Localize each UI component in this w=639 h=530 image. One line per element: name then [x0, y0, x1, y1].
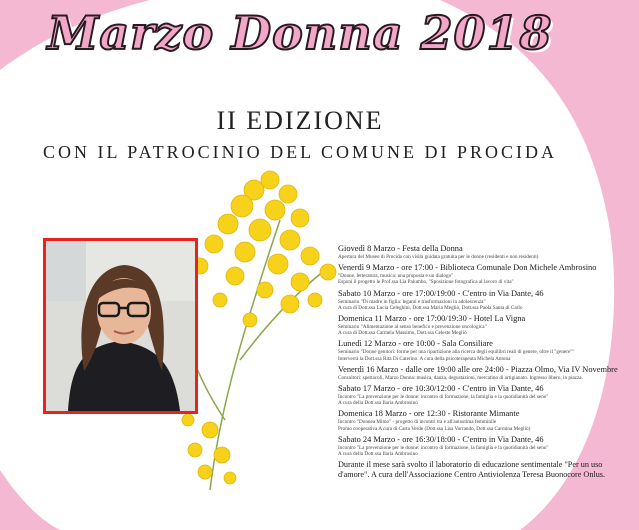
- footer-note: Durante il mese sarà svolto il laboratorio di educazione sentimentale "Per un uso: [338, 460, 603, 470]
- program-item-desc: Promo cooperativa A cura di Carta Verde (Dott.ssa Lisa Vorrando, Dott.ssa Carmina Megliò): [338, 425, 531, 432]
- program-item-desc: Incontro "Donnea Mimo" - progetto di incontri tra e all'autostima femminile: [338, 419, 497, 426]
- event-title: Marzo Donna 2018: [47, 6, 553, 60]
- program-item: [338, 435, 634, 457]
- event-program: [338, 244, 634, 480]
- program-item: [338, 365, 634, 381]
- program-item: [338, 263, 634, 285]
- footer-note: d'amore". A cura dell'Associazione Centro Antiviolenza Teresa Buonocore Onlus.: [338, 470, 606, 480]
- program-item: [338, 244, 634, 260]
- woman-portrait-image: [46, 241, 195, 411]
- program-item-desc: A cura di Dott.ssa Lucia Celeghini, Dott.ssa Maria Megliò, Dott.ssa Paola Santa di Carlo: [338, 304, 523, 311]
- program-item-desc: Seminario "Di madre in figlia: legami e trasformazioni in adolescenza": [338, 298, 486, 305]
- program-item-title: Venerdì 9 Marzo - ore 17:00 - Biblioteca Comunale Don Michele Ambrosino: [338, 263, 597, 273]
- edition-label: II EDIZIONE: [216, 106, 384, 135]
- program-item-title: Sabato 10 Marzo - ore 17:00/19:00 - C'entro in Via Dante, 46: [338, 288, 544, 298]
- program-item: [338, 289, 634, 311]
- patronage-label: CON IL PATROCINIO DEL COMUNE DI PROCIDA: [42, 142, 557, 162]
- program-item-title: Sabato 17 Marzo - ore 10:30/12:00 - C'entro in Via Dante, 46: [338, 384, 544, 394]
- program-item-desc: Interverrà la Dott.ssa Rita Di Caterino. A cura della psicoterapeuta Michela Antona: [338, 355, 511, 362]
- program-item-desc: Incontro "La prevenzione per le donne: incontro di formazione, la famiglia e la quotidianità del seno": [338, 394, 549, 401]
- program-item-title: Sabato 24 Marzo - ore 16:30/18:00 - C'entro in Via Dante, 46: [338, 434, 544, 444]
- program-item-desc: A cura di Dott.ssa Carmela Massimo, Dott.ssa Celeste Megliò: [338, 330, 467, 337]
- program-item-title: Giovedì 8 Marzo - Festa della Donna: [338, 244, 463, 253]
- program-item-desc: Consultori: spettacoli, Marzo Donna: musica, danza, degustazioni, mercatino di artigianato. Ingresso libero, in piazza.: [338, 374, 583, 381]
- program-item: [338, 314, 634, 336]
- program-item-desc: Incontro "La prevenzione per le donne: incontro di formazione, la famiglia e la quotidianità del seno": [338, 444, 549, 451]
- program-item-desc: Esponi il progetto le Prof.ssa Lia Palumbo, "Sposizione fotografica al lavoro di vita": [338, 279, 514, 286]
- program-item: [338, 339, 634, 361]
- program-item: [338, 409, 634, 431]
- program-item-desc: Seminario "Alimentazione al senso benefico e prevenzione oncologica": [338, 324, 487, 331]
- program-item: [338, 384, 634, 406]
- portrait-photo: [43, 238, 198, 414]
- program-item-title: Domenica 11 Marzo - ore 17:00/19:30 - Hotel La Vigna: [338, 314, 526, 324]
- program-item-title: Domenica 18 Marzo - ore 12:30 - Ristorante Mimante: [338, 409, 520, 419]
- program-item-desc: Seminario "Donne genitori: forme per una ripartizione alla ricerca degli equilibri reali di genere, oltre il "genere"": [338, 349, 575, 356]
- program-item-title: Lunedì 12 Marzo - ore 10:00 - Sala Consiliare: [338, 339, 493, 349]
- program-item-desc: A cura della Dott.ssa Ilaria Ambrosino: [338, 451, 418, 458]
- program-item-desc: Apertura del Museo di Procida con visita guidata gratuita per le donne (residenti e non residenti): [338, 254, 539, 260]
- program-item-desc: "Donne, letteratura, musica: una proposta e un dialogo": [338, 273, 454, 280]
- program-item-title: Venerdì 16 Marzo - dalle ore 19:00 alle ore 24:00 - Piazza Olmo, Via IV Novembre: [338, 364, 618, 374]
- program-item-desc: A cura della Dott.ssa Ilaria Ambrosino: [338, 400, 418, 407]
